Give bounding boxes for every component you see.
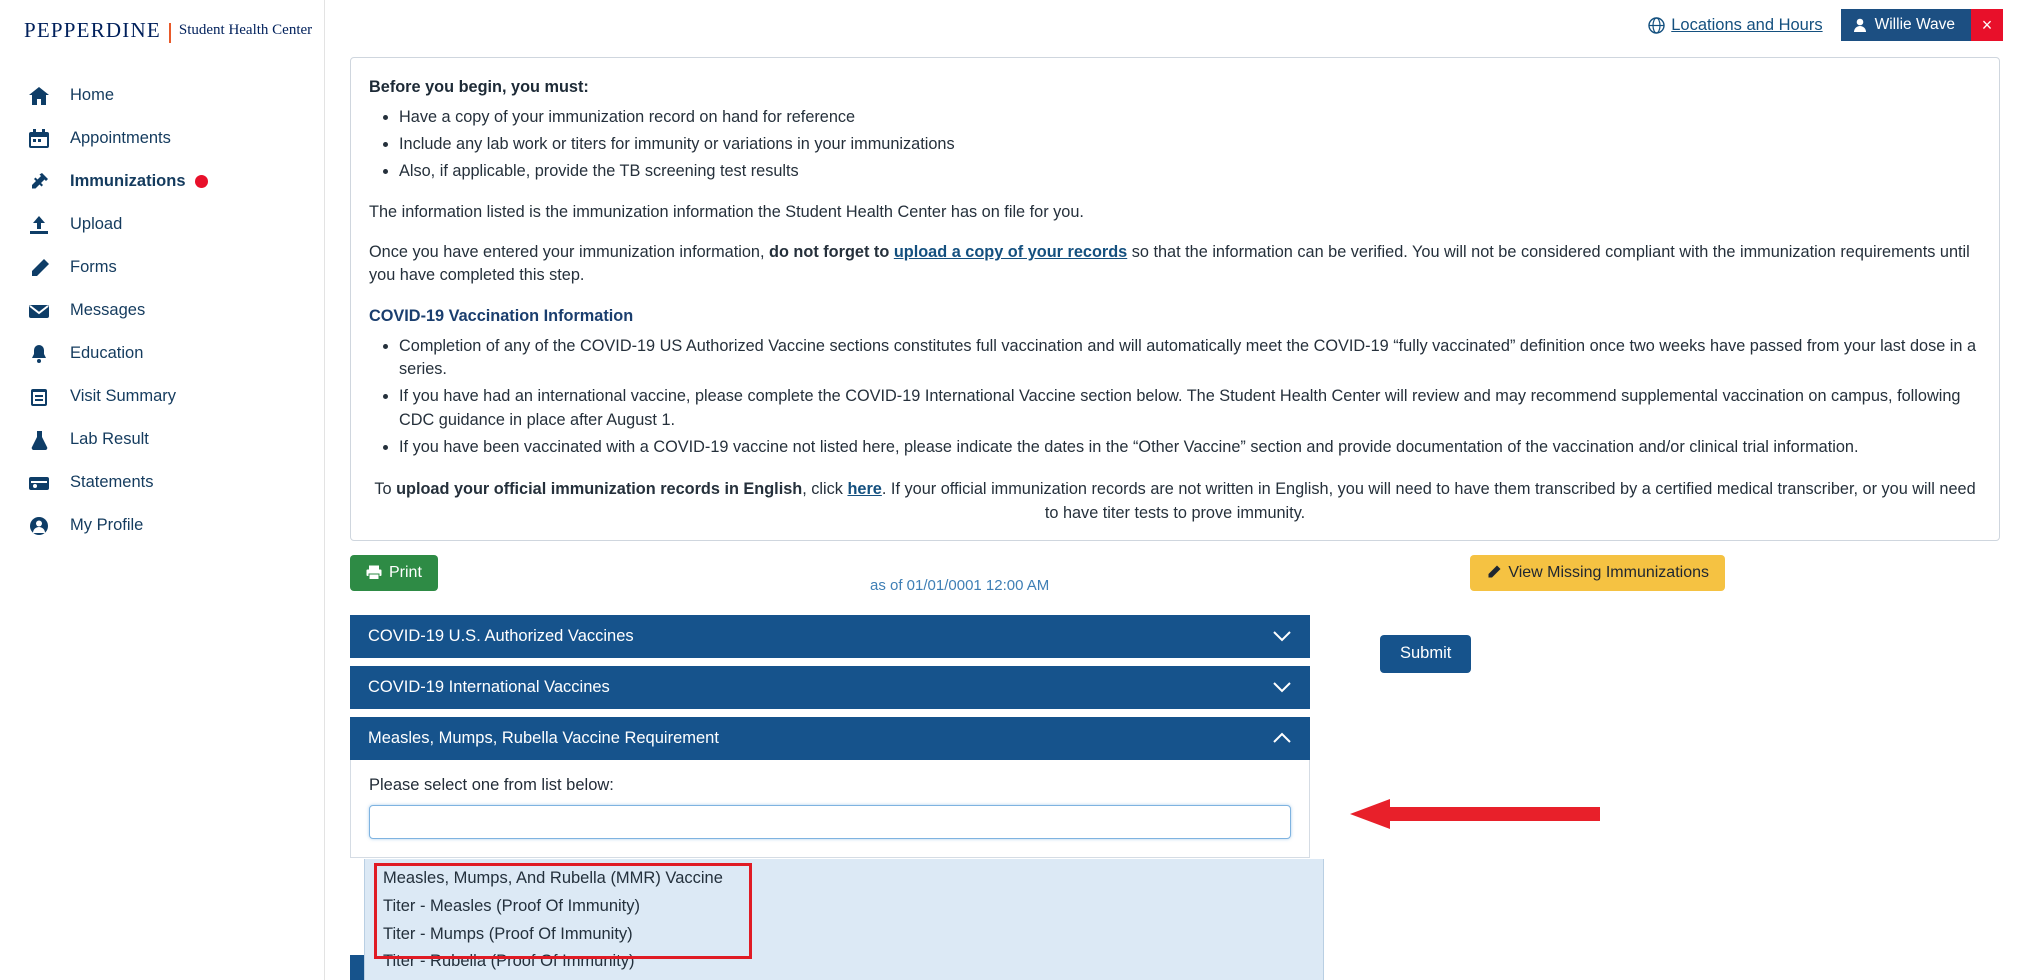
calendar-icon [28, 128, 58, 150]
dropdown-option[interactable]: Titer - Measles (Proof Of Immunity) [383, 896, 641, 915]
card-icon [28, 472, 58, 494]
immunization-sections [350, 615, 1452, 971]
home-icon [28, 85, 58, 107]
clipboard-icon [28, 386, 58, 408]
brand-subtitle: Student Health Center [178, 21, 313, 38]
accordion-mmr-requirement[interactable] [350, 717, 1310, 760]
paragraph-2-part-a: Once you have entered your immunization information, [369, 242, 770, 261]
flask-icon [28, 429, 58, 451]
brand-logo[interactable] [0, 8, 324, 52]
list-item: • Completion of any of the COVID-19 US Authorized Vaccine sections constitutes full vaccination and will automatically meet the COVID-19 “fully vaccinated” definition once two weeks have passed from your last dose in a series. [399, 335, 1981, 381]
sidebar-item-label: Appointments [70, 129, 171, 147]
sidebar [0, 0, 325, 980]
syringe-icon [28, 171, 58, 193]
user-circle-icon [28, 515, 58, 537]
mmr-prompt-label: Please select one from list below: [369, 775, 614, 794]
accordion-label: COVID-19 International Vaccines [368, 677, 610, 696]
note-part-c: . If your official immunization records are not written in English, you will need to have them transcribed by a certified medical transcriber, or you will need to have titer tests to prove immunity. [881, 479, 1976, 523]
sidebar-item-label: Education [70, 344, 144, 362]
sidebar-item-label: Messages [70, 301, 146, 319]
sidebar-item-my-profile[interactable] [0, 504, 324, 547]
upload-icon [28, 214, 58, 236]
sidebar-item-appointments[interactable] [0, 117, 324, 160]
info-paragraph-1: The information listed is the immunization information the Student Health Center has on file for you. [369, 202, 1084, 221]
upload-records-link[interactable]: upload a copy of your records [893, 242, 1128, 261]
user-name-label: Willie Wave [1874, 16, 1955, 33]
annotation-arrow [1350, 799, 1600, 829]
main-content [325, 50, 2025, 980]
globe-icon [1648, 17, 1665, 34]
sidebar-item-immunizations[interactable] [0, 160, 324, 203]
accordion-label: COVID-19 U.S. Authorized Vaccines [368, 626, 634, 645]
sidebar-item-label: Immunizations [70, 172, 186, 190]
sidebar-item-label: Lab Result [70, 430, 149, 448]
sidebar-item-statements[interactable] [0, 461, 324, 504]
sidebar-item-label: Forms [70, 258, 117, 276]
user-menu-button[interactable] [1841, 9, 1971, 41]
close-icon[interactable] [1971, 9, 2003, 41]
toolbar-row [350, 555, 2000, 595]
here-link[interactable]: here [847, 479, 882, 498]
pencil-icon [28, 257, 58, 279]
english-records-note [369, 477, 1981, 526]
dropdown-option[interactable]: Measles, Mumps, And Rubella (MMR) Vaccine [383, 868, 723, 887]
list-item: • If you have had an international vaccine, please complete the COVID-19 International Vaccine section below. The Student Health Center will review and may recommend supplemental vaccination on campus, following CDC guidance in place after August 1. [399, 385, 1981, 431]
before-you-begin-heading: Before you begin, you must: [369, 78, 589, 96]
person-icon [1853, 18, 1867, 33]
accordion-covid-international[interactable] [350, 666, 1310, 709]
top-bar [325, 0, 2025, 50]
dropdown-option[interactable]: Titer - Rubella (Proof Of Immunity) [383, 952, 635, 971]
view-missing-immunizations-button[interactable] [1470, 555, 1725, 591]
mmr-select-input[interactable] [369, 805, 1291, 839]
submit-label: Submit [1400, 644, 1452, 663]
list-item: • If you have been vaccinated with a COVID-19 vaccine not listed here, please indicate the dates in the “Other Vaccine” section and provide documentation of the vaccination and/or clinical trial information. [399, 436, 1981, 459]
print-label: Print [389, 563, 422, 581]
accordion-label: Measles, Mumps, Rubella Vaccine Requirement [368, 728, 719, 747]
sidebar-item-home[interactable] [0, 74, 324, 117]
sidebar-item-lab-result[interactable] [0, 418, 324, 461]
sidebar-item-visit-summary[interactable] [0, 375, 324, 418]
covid-vaccination-heading: COVID-19 Vaccination Information [369, 306, 634, 325]
sidebar-item-messages[interactable] [0, 289, 324, 332]
sidebar-item-label: Visit Summary [70, 387, 177, 405]
sidebar-item-education[interactable] [0, 332, 324, 375]
notification-badge [195, 175, 208, 188]
dropdown-option[interactable]: Titer - Mumps (Proof Of Immunity) [383, 924, 633, 943]
list-item: • Include any lab work or titers for immunity or variations in your immunizations [399, 133, 1981, 156]
envelope-icon [28, 300, 58, 322]
instructions-panel [350, 57, 2000, 541]
before-you-begin-list [369, 106, 1981, 183]
sidebar-item-label: Upload [70, 215, 123, 233]
pencil-icon [1486, 565, 1501, 580]
mmr-section-body [350, 760, 1310, 858]
note-bold: upload your official immunization records in English [396, 479, 803, 498]
info-paragraph-2 [369, 241, 1981, 287]
list-item: • Also, if applicable, provide the TB screening test results [399, 160, 1981, 183]
chevron-down-icon [1272, 630, 1292, 642]
chevron-down-icon [1272, 681, 1292, 693]
brand-name: PEPPERDINE [24, 17, 161, 42]
mmr-dropdown-options[interactable] [364, 859, 1324, 980]
sidebar-item-label: My Profile [70, 516, 144, 534]
paragraph-2-part-b: so that the information can be verified. You will not be considered compliant with the immunization requirements until you have completed this step. [369, 242, 1970, 284]
accordion-covid-us-authorized[interactable] [350, 615, 1310, 658]
print-button[interactable] [350, 555, 438, 591]
locations-and-hours-link[interactable] [1648, 16, 1822, 35]
close-label: × [1981, 14, 1993, 35]
printer-icon [366, 565, 382, 580]
view-missing-label: View Missing Immunizations [1508, 563, 1709, 581]
sidebar-item-upload[interactable] [0, 203, 324, 246]
list-item: • Have a copy of your immunization record on hand for reference [399, 106, 1981, 129]
note-part-a: To [374, 479, 397, 498]
brand-divider [169, 23, 171, 43]
bell-icon [28, 343, 58, 365]
submit-button[interactable] [1380, 635, 1471, 673]
as-of-timestamp: as of 01/01/0001 12:00 AM [870, 576, 1050, 594]
locations-and-hours-label: Locations and Hours [1671, 15, 1823, 34]
chevron-up-icon [1272, 732, 1292, 744]
note-part-b: , click [802, 479, 848, 498]
sidebar-item-forms[interactable] [0, 246, 324, 289]
sidebar-item-label: Statements [70, 473, 154, 491]
sidebar-item-label: Home [70, 86, 115, 104]
sidebar-nav [0, 74, 324, 547]
covid-info-list [369, 335, 1981, 459]
paragraph-2-bold: do not forget to [769, 242, 894, 261]
